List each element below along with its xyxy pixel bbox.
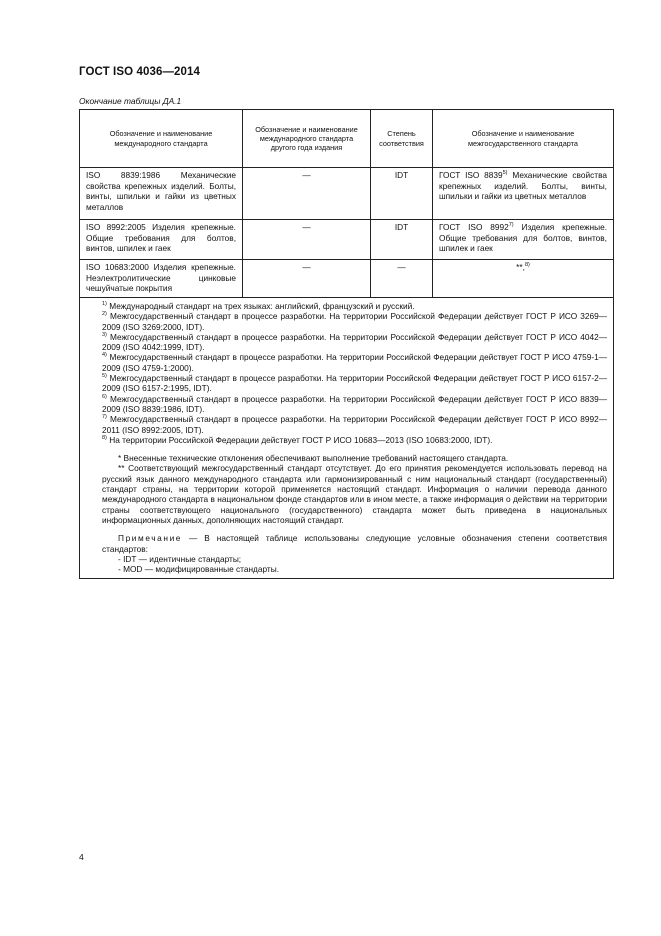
header-mgs: Обозначение и наименование межгосударственного стандарта	[433, 110, 614, 168]
footnote-ref: 5)	[502, 170, 508, 176]
cell-intl: ISO 8992:2005 Изделия крепежные. Общие требования для болтов, винтов, шпилек и гаек	[80, 220, 243, 260]
footnote-mark: 3)	[102, 331, 107, 338]
footnote-text: Межгосударственный стандарт в процессе разработки. На территории Российской Федерации действует ГОСТ Р ИСО 4042—2009 (ISO 4042:1999, IDT).	[102, 331, 608, 353]
footnote	[102, 435, 607, 445]
cell-mgs	[433, 168, 614, 220]
cell-mgs	[433, 260, 614, 298]
footnote	[102, 394, 607, 415]
notes-cell	[80, 298, 614, 579]
page-number: 4	[79, 852, 84, 862]
footnote-mark: 5)	[102, 373, 107, 380]
footnote-mark: 7)	[102, 414, 107, 421]
correspondence-table	[79, 109, 614, 579]
cell-degree: IDT	[371, 220, 433, 260]
table-caption: Окончание таблицы ДА.1	[79, 96, 182, 106]
note-text: — В настоящей таблице использованы следующие условные обозначения степени соответствия стандартов:	[102, 533, 607, 554]
footnote-text: Межгосударственный стандарт в процессе разработки. На территории Российской Федерации действует ГОСТ Р ИСО 8992—2011 (ISO 8992:2005, IDT).	[102, 414, 608, 435]
mgs-designation: ГОСТ ISO 8839	[439, 170, 503, 180]
mgs-designation: ГОСТ ISO 8992	[439, 222, 509, 232]
table-row	[80, 168, 614, 220]
footnote	[102, 352, 607, 373]
table-header-row	[80, 110, 614, 168]
footnote-ref: 7)	[508, 222, 514, 228]
mgs-designation: **,	[516, 262, 525, 272]
header-other-edition: Обозначение и наименование международного стандарта другого года издания	[243, 110, 371, 168]
footnote-text: Межгосударственный стандарт в процессе разработки. На территории Российской Федерации действует ГОСТ Р ИСО 4759-1—2009 (ISO 4759-1:2000).	[102, 352, 608, 373]
document-title: ГОСТ ISO 4036—2014	[79, 66, 201, 78]
footnote	[102, 332, 607, 353]
footnote-text: Межгосударственный стандарт в процессе разработки. На территории Российской Федерации действует ГОСТ Р ИСО 8839—2009 (ISO 8839:1986, IDT).	[102, 393, 608, 414]
footnote	[102, 373, 607, 394]
cell-degree: IDT	[371, 168, 433, 220]
footnote-mark: 4)	[102, 352, 107, 359]
header-intl: Обозначение и наименование международного стандарта	[80, 110, 243, 168]
cell-mgs	[433, 220, 614, 260]
footnote-mark: 6)	[102, 393, 107, 400]
footnote-text: Международный стандарт на трех языках: английский, французский и русский.	[109, 301, 415, 311]
mgs-title: Механические свойства крепежных изделий. Болты, винты, шпильки и гайки из цветных металлов	[439, 170, 607, 201]
footnote	[102, 301, 607, 311]
footnote-text: Межгосударственный стандарт в процессе разработки. На территории Российской Федерации действует ГОСТ Р ИСО 3269—2009 (ISO 3269:2000, IDT).	[102, 311, 608, 332]
header-degree: Степень соответствия	[371, 110, 433, 168]
table-notes-row	[80, 298, 614, 579]
note-item: - IDT — идентичные стандарты;	[118, 553, 242, 564]
footnote-mark: 8)	[102, 434, 107, 441]
table-row	[80, 220, 614, 260]
mgs-title: Изделия крепежные. Общие требования для болтов, винтов, шпилек и гаек	[439, 222, 607, 253]
star-note: ** Соответствующий межгосударственный стандарт отсутствует. До его принятия рекомендуется использовать перевод на русский язык данного международного стандарта или гармонизированный с ним национальный стандарт (государственный) стандарт страны, на территории которой применяется настоящий стандарт. Информация о наличии перевода данного международного стандарта в национальном фонде стандартов или в ином месте, а также информация о действии на территории страны соответствующего национального (государственного) стандарта может быть приведена в национальных информационных данных, дополняющих настоящий стандарт.	[102, 463, 607, 525]
star-note: * Внесенные технические отклонения обеспечивают выполнение требований настоящего стандарта.	[118, 453, 509, 464]
cell-degree: —	[371, 260, 433, 298]
table-row	[80, 260, 614, 298]
note-item: - MOD — модифицированные стандарты.	[118, 564, 280, 575]
cell-other: —	[243, 168, 371, 220]
note-label: Примечание	[118, 533, 183, 544]
cell-other: —	[243, 220, 371, 260]
footnote-mark: 1)	[102, 301, 107, 307]
cell-intl: ISO 8839:1986 Механические свойства крепежных изделий. Болты, винты, шпильки и гайки из цветных металлов	[80, 168, 243, 220]
footnote	[102, 311, 607, 332]
footnote-text: Межгосударственный стандарт в процессе разработки. На территории Российской Федерации действует ГОСТ Р ИСО 6157-2—2009 (ISO 6157-2:1995, IDT).	[102, 373, 608, 394]
footnote	[102, 414, 607, 435]
footnote-text: На территории Российской Федерации действует ГОСТ Р ИСО 10683—2013 (ISO 10683:2000, IDT).	[109, 434, 493, 445]
footnote-mark: 2)	[102, 311, 107, 318]
cell-intl: ISO 10683:2000 Изделия крепежные. Неэлектролитические цинковые чешуйчатые покрытия	[80, 260, 243, 298]
cell-other: —	[243, 260, 371, 298]
footnote-ref: 8)	[524, 262, 530, 268]
table-note	[102, 533, 607, 554]
